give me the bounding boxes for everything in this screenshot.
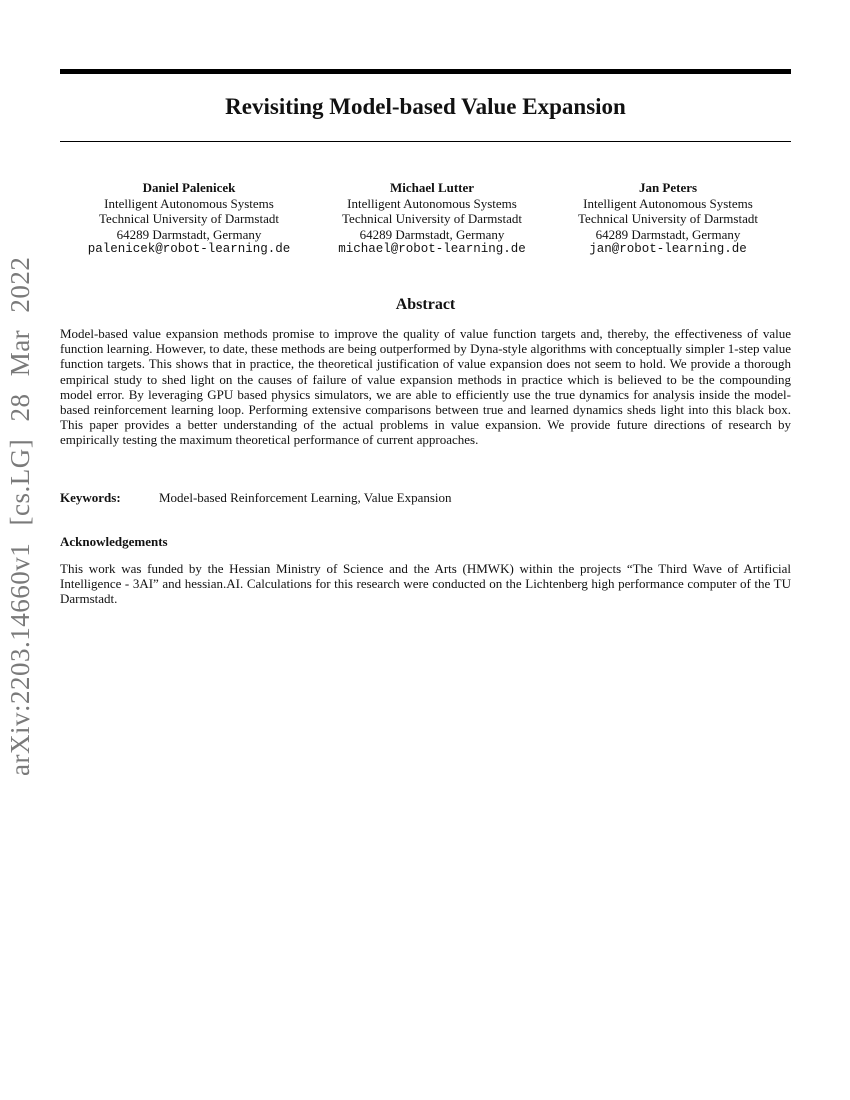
acknowledgements-text: This work was funded by the Hessian Ministry of Science and the Arts (HMWK) within the projects “The Third Wave of Artificial Intelligence - 3AI” and hessian.AI. Calculations for this research were conducted on the Lichtenberg high performance computer of the TU Darmstadt. bbox=[60, 561, 791, 607]
keywords-label: Keywords: bbox=[60, 490, 121, 505]
author-institution: Technical University of Darmstadt bbox=[342, 211, 522, 226]
author-affiliation: Intelligent Autonomous Systems bbox=[104, 195, 274, 211]
author-address: 64289 Darmstadt, Germany bbox=[359, 226, 505, 242]
author-address: 64289 Darmstadt, Germany bbox=[116, 226, 262, 242]
author-card bbox=[69, 180, 309, 258]
arxiv-identifier: arXiv:2203.14660v1 [cs.LG] 28 Mar 2022 bbox=[5, 256, 35, 776]
author-card bbox=[548, 180, 788, 258]
author-name: Michael Lutter bbox=[389, 180, 475, 195]
author-institution: Technical University of Darmstadt bbox=[99, 211, 279, 226]
title-bottom-rule bbox=[60, 141, 791, 142]
acknowledgements-heading: Acknowledgements bbox=[60, 534, 168, 549]
abstract-text: Model-based value expansion methods promise to improve the quality of value function targets and, thereby, the effectiveness of value function learning. However, to date, these methods are being outperformed by Dyna-style algorithms with conceptually simpler 1-step value function targets. This shows that in practice, the theoretical justification of value expansion does not seem to hold. We provide a thorough empirical study to shed light on the causes of failure of value expansion methods in practice which is believed to be the compounding model error. By leveraging GPU based physics simulators, we are able to efficiently use the true dynamics for analysis inside the model-based reinforcement learning loop. Performing extensive comparisons between true and learned dynamics sheds light into this black box. This paper provides a better understanding of the actual problems in value expansion. We provide future directions of research by empirically testing the maximum theoretical performance of current approaches. bbox=[60, 326, 791, 448]
author-email: michael@robot-learning.de bbox=[338, 242, 526, 256]
paper-title: Revisiting Model-based Value Expansion bbox=[225, 94, 626, 119]
author-email: jan@robot-learning.de bbox=[589, 242, 747, 256]
author-name: Daniel Palenicek bbox=[142, 180, 236, 195]
author-name: Jan Peters bbox=[638, 180, 698, 195]
keywords-value: Model-based Reinforcement Learning, Value Expansion bbox=[159, 490, 452, 505]
author-institution: Technical University of Darmstadt bbox=[578, 211, 758, 226]
title-top-rule bbox=[60, 69, 791, 74]
keywords-line bbox=[60, 490, 791, 506]
author-email: palenicek@robot-learning.de bbox=[87, 242, 291, 256]
author-address: 64289 Darmstadt, Germany bbox=[595, 226, 741, 242]
abstract-heading: Abstract bbox=[395, 296, 456, 313]
author-affiliation: Intelligent Autonomous Systems bbox=[583, 195, 753, 211]
author-card bbox=[312, 180, 552, 258]
author-affiliation: Intelligent Autonomous Systems bbox=[347, 195, 517, 211]
